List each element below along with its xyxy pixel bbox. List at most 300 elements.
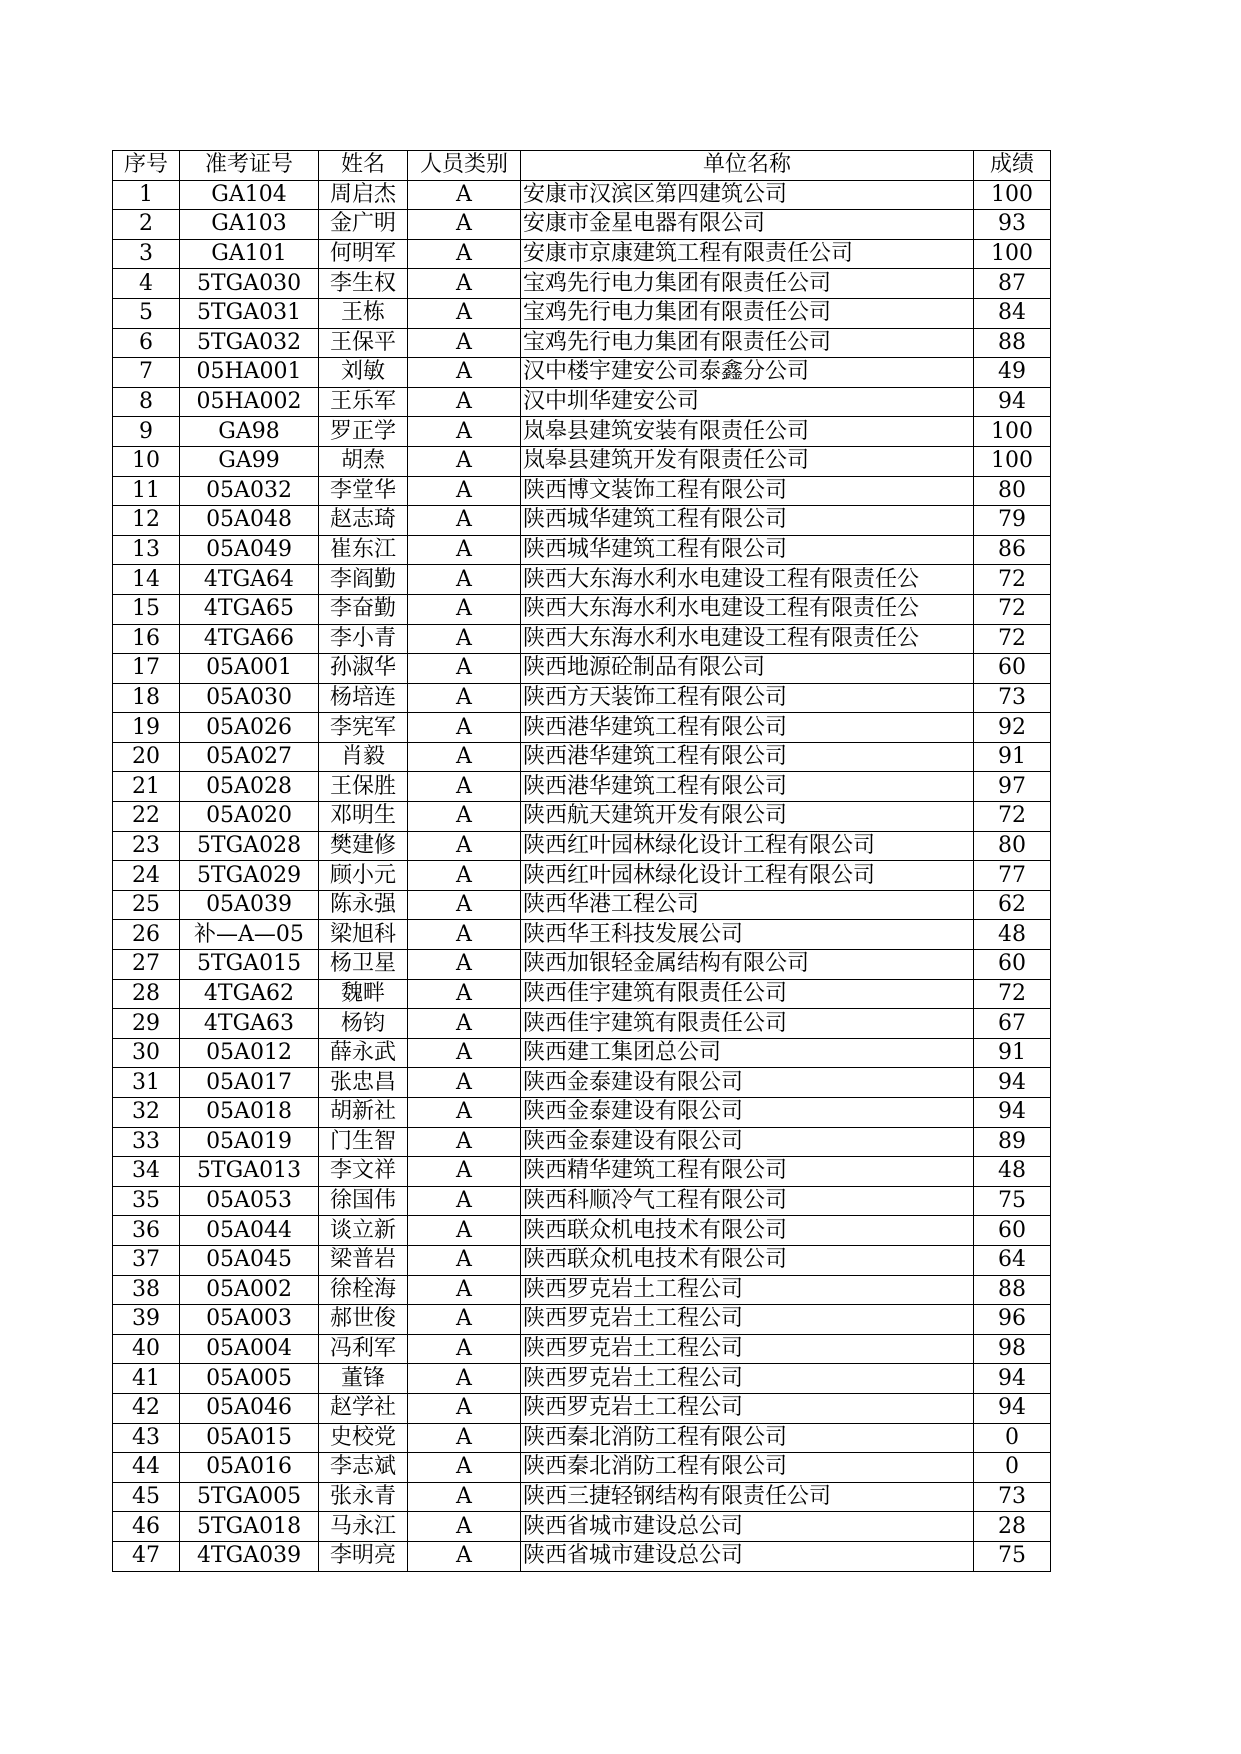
table-row: [113, 506, 1051, 536]
cell-seq: 26: [113, 920, 180, 950]
cell-category: A: [408, 1157, 521, 1187]
cell-seq: 7: [113, 358, 180, 388]
cell-exam-id: 05A028: [180, 772, 319, 802]
cell-score: 96: [974, 1305, 1051, 1335]
cell-unit: 陕西城华建筑工程有限公司: [521, 535, 974, 565]
cell-unit: 陕西省城市建设总公司: [521, 1512, 974, 1542]
cell-unit: 陕西大东海水利水电建设工程有限责任公: [521, 594, 974, 624]
cell-score: 84: [974, 298, 1051, 328]
cell-category: A: [408, 1541, 521, 1571]
cell-name: 杨卫星: [319, 950, 408, 980]
cell-unit: 陕西方天装饰工程有限公司: [521, 683, 974, 713]
cell-exam-id: 05A016: [180, 1453, 319, 1483]
cell-name: 王保平: [319, 328, 408, 358]
table-row: [113, 920, 1051, 950]
cell-name: 杨钧: [319, 1009, 408, 1039]
cell-score: 80: [974, 831, 1051, 861]
cell-category: A: [408, 358, 521, 388]
cell-score: 73: [974, 1482, 1051, 1512]
cell-seq: 11: [113, 476, 180, 506]
cell-score: 0: [974, 1423, 1051, 1453]
cell-name: 樊建修: [319, 831, 408, 861]
table-row: [113, 387, 1051, 417]
cell-score: 77: [974, 861, 1051, 891]
table-row: [113, 1245, 1051, 1275]
cell-score: 48: [974, 1157, 1051, 1187]
cell-category: A: [408, 1393, 521, 1423]
cell-name: 崔东江: [319, 535, 408, 565]
cell-name: 张忠昌: [319, 1068, 408, 1098]
cell-name: 何明军: [319, 239, 408, 269]
table-row: [113, 1512, 1051, 1542]
cell-seq: 31: [113, 1068, 180, 1098]
cell-name: 张永青: [319, 1482, 408, 1512]
cell-exam-id: 05A030: [180, 683, 319, 713]
cell-unit: 陕西港华建筑工程有限公司: [521, 713, 974, 743]
table-row: [113, 298, 1051, 328]
cell-category: A: [408, 1186, 521, 1216]
cell-exam-id: 05A046: [180, 1393, 319, 1423]
table-row: [113, 1453, 1051, 1483]
cell-unit: 安康市金星电器有限公司: [521, 210, 974, 240]
cell-name: 门生智: [319, 1127, 408, 1157]
cell-unit: 陕西城华建筑工程有限公司: [521, 506, 974, 536]
table-row: [113, 1393, 1051, 1423]
cell-seq: 6: [113, 328, 180, 358]
cell-unit: 宝鸡先行电力集团有限责任公司: [521, 269, 974, 299]
cell-exam-id: 05A049: [180, 535, 319, 565]
cell-exam-id: 05A002: [180, 1275, 319, 1305]
cell-seq: 35: [113, 1186, 180, 1216]
cell-score: 94: [974, 1068, 1051, 1098]
cell-unit: 陕西联众机电技术有限公司: [521, 1245, 974, 1275]
table-row: [113, 358, 1051, 388]
cell-score: 67: [974, 1009, 1051, 1039]
table-row: [113, 1098, 1051, 1128]
cell-category: A: [408, 1423, 521, 1453]
table-row: [113, 742, 1051, 772]
cell-name: 李奋勤: [319, 594, 408, 624]
cell-unit: 陕西大东海水利水电建设工程有限责任公: [521, 624, 974, 654]
cell-score: 88: [974, 1275, 1051, 1305]
cell-seq: 5: [113, 298, 180, 328]
cell-score: 73: [974, 683, 1051, 713]
cell-seq: 37: [113, 1245, 180, 1275]
cell-name: 李阎勤: [319, 565, 408, 595]
cell-score: 72: [974, 594, 1051, 624]
cell-seq: 34: [113, 1157, 180, 1187]
cell-unit: 陕西建工集团总公司: [521, 1038, 974, 1068]
table-row: [113, 1186, 1051, 1216]
cell-category: A: [408, 831, 521, 861]
cell-unit: 陕西金泰建设有限公司: [521, 1068, 974, 1098]
cell-seq: 2: [113, 210, 180, 240]
cell-seq: 16: [113, 624, 180, 654]
table-row: [113, 417, 1051, 447]
table-row: [113, 890, 1051, 920]
cell-seq: 17: [113, 654, 180, 684]
cell-seq: 28: [113, 979, 180, 1009]
cell-score: 72: [974, 802, 1051, 832]
table-row: [113, 654, 1051, 684]
header-row: [113, 151, 1051, 181]
cell-score: 100: [974, 446, 1051, 476]
cell-unit: 陕西佳宇建筑有限责任公司: [521, 979, 974, 1009]
cell-unit: 陕西华港工程公司: [521, 890, 974, 920]
table-row: [113, 1305, 1051, 1335]
cell-category: A: [408, 1512, 521, 1542]
table-row: [113, 1038, 1051, 1068]
cell-name: 冯利军: [319, 1334, 408, 1364]
cell-seq: 38: [113, 1275, 180, 1305]
table-row: [113, 476, 1051, 506]
table-row: [113, 1275, 1051, 1305]
cell-unit: 陕西佳宇建筑有限责任公司: [521, 1009, 974, 1039]
cell-name: 孙淑华: [319, 654, 408, 684]
cell-exam-id: 5TGA015: [180, 950, 319, 980]
table-row: [113, 535, 1051, 565]
table-row: [113, 1364, 1051, 1394]
cell-unit: 宝鸡先行电力集团有限责任公司: [521, 328, 974, 358]
cell-unit: 陕西港华建筑工程有限公司: [521, 772, 974, 802]
cell-category: A: [408, 535, 521, 565]
cell-seq: 41: [113, 1364, 180, 1394]
table-row: [113, 594, 1051, 624]
cell-unit: 陕西大东海水利水电建设工程有限责任公: [521, 565, 974, 595]
cell-exam-id: GA99: [180, 446, 319, 476]
header-seq: 序号: [113, 151, 180, 181]
cell-category: A: [408, 446, 521, 476]
cell-category: A: [408, 298, 521, 328]
cell-category: A: [408, 1098, 521, 1128]
header-category: 人员类别: [408, 151, 521, 181]
cell-seq: 23: [113, 831, 180, 861]
cell-seq: 46: [113, 1512, 180, 1542]
cell-category: A: [408, 1482, 521, 1512]
cell-score: 64: [974, 1245, 1051, 1275]
cell-exam-id: 5TGA031: [180, 298, 319, 328]
cell-name: 徐国伟: [319, 1186, 408, 1216]
cell-exam-id: 4TGA039: [180, 1541, 319, 1571]
cell-score: 100: [974, 180, 1051, 210]
cell-score: 93: [974, 210, 1051, 240]
cell-exam-id: GA101: [180, 239, 319, 269]
cell-exam-id: 05A019: [180, 1127, 319, 1157]
table-row: [113, 624, 1051, 654]
cell-score: 97: [974, 772, 1051, 802]
table-row: [113, 950, 1051, 980]
table-row: [113, 565, 1051, 595]
cell-score: 60: [974, 654, 1051, 684]
cell-category: A: [408, 1127, 521, 1157]
cell-seq: 9: [113, 417, 180, 447]
cell-seq: 20: [113, 742, 180, 772]
table-row: [113, 831, 1051, 861]
cell-score: 60: [974, 950, 1051, 980]
cell-exam-id: 05A048: [180, 506, 319, 536]
table-row: [113, 239, 1051, 269]
cell-name: 梁旭科: [319, 920, 408, 950]
cell-category: A: [408, 1245, 521, 1275]
cell-name: 谈立新: [319, 1216, 408, 1246]
cell-category: A: [408, 1038, 521, 1068]
cell-unit: 陕西罗克岩土工程公司: [521, 1393, 974, 1423]
table-row: [113, 772, 1051, 802]
cell-unit: 岚皋县建筑开发有限责任公司: [521, 446, 974, 476]
cell-unit: 陕西航天建筑开发有限公司: [521, 802, 974, 832]
cell-name: 徐栓海: [319, 1275, 408, 1305]
table-row: [113, 1009, 1051, 1039]
cell-exam-id: 05A003: [180, 1305, 319, 1335]
table-row: [113, 713, 1051, 743]
cell-name: 李生权: [319, 269, 408, 299]
cell-name: 金广明: [319, 210, 408, 240]
cell-name: 马永江: [319, 1512, 408, 1542]
cell-seq: 24: [113, 861, 180, 891]
cell-category: A: [408, 713, 521, 743]
cell-unit: 陕西罗克岩土工程公司: [521, 1364, 974, 1394]
cell-score: 72: [974, 565, 1051, 595]
cell-exam-id: 05A004: [180, 1334, 319, 1364]
cell-exam-id: 05A005: [180, 1364, 319, 1394]
cell-category: A: [408, 1453, 521, 1483]
cell-score: 49: [974, 358, 1051, 388]
table-row: [113, 861, 1051, 891]
cell-score: 0: [974, 1453, 1051, 1483]
cell-exam-id: 5TGA030: [180, 269, 319, 299]
cell-seq: 18: [113, 683, 180, 713]
cell-category: A: [408, 1275, 521, 1305]
cell-name: 郝世俊: [319, 1305, 408, 1335]
cell-score: 91: [974, 742, 1051, 772]
cell-unit: 安康市京康建筑工程有限责任公司: [521, 239, 974, 269]
cell-unit: 陕西地源砼制品有限公司: [521, 654, 974, 684]
table-row: [113, 1216, 1051, 1246]
cell-category: A: [408, 861, 521, 891]
cell-seq: 22: [113, 802, 180, 832]
table-row: [113, 1127, 1051, 1157]
cell-category: A: [408, 239, 521, 269]
cell-seq: 32: [113, 1098, 180, 1128]
cell-exam-id: 05A039: [180, 890, 319, 920]
cell-seq: 42: [113, 1393, 180, 1423]
cell-category: A: [408, 417, 521, 447]
cell-name: 王栋: [319, 298, 408, 328]
table-row: [113, 446, 1051, 476]
cell-category: A: [408, 772, 521, 802]
cell-exam-id: 05A001: [180, 654, 319, 684]
cell-name: 李宪军: [319, 713, 408, 743]
cell-category: A: [408, 802, 521, 832]
cell-score: 94: [974, 1098, 1051, 1128]
cell-seq: 15: [113, 594, 180, 624]
cell-category: A: [408, 920, 521, 950]
cell-exam-id: 5TGA028: [180, 831, 319, 861]
cell-category: A: [408, 742, 521, 772]
cell-score: 60: [974, 1216, 1051, 1246]
cell-seq: 39: [113, 1305, 180, 1335]
table-row: [113, 1482, 1051, 1512]
cell-exam-id: 05A026: [180, 713, 319, 743]
cell-unit: 陕西省城市建设总公司: [521, 1541, 974, 1571]
cell-name: 肖毅: [319, 742, 408, 772]
cell-name: 魏畔: [319, 979, 408, 1009]
cell-seq: 14: [113, 565, 180, 595]
cell-unit: 陕西红叶园林绿化设计工程有限公司: [521, 831, 974, 861]
cell-exam-id: 05A012: [180, 1038, 319, 1068]
cell-name: 王保胜: [319, 772, 408, 802]
cell-seq: 10: [113, 446, 180, 476]
cell-name: 李志斌: [319, 1453, 408, 1483]
cell-unit: 陕西金泰建设有限公司: [521, 1127, 974, 1157]
cell-exam-id: 05A044: [180, 1216, 319, 1246]
cell-unit: 陕西精华建筑工程有限公司: [521, 1157, 974, 1187]
score-table: [112, 150, 1051, 1572]
cell-category: A: [408, 180, 521, 210]
cell-unit: 汉中圳华建安公司: [521, 387, 974, 417]
cell-category: A: [408, 979, 521, 1009]
cell-exam-id: 5TGA029: [180, 861, 319, 891]
cell-name: 顾小元: [319, 861, 408, 891]
cell-seq: 12: [113, 506, 180, 536]
cell-unit: 陕西三捷轻钢结构有限责任公司: [521, 1482, 974, 1512]
cell-seq: 45: [113, 1482, 180, 1512]
cell-unit: 陕西罗克岩土工程公司: [521, 1334, 974, 1364]
cell-exam-id: 5TGA018: [180, 1512, 319, 1542]
cell-unit: 陕西华王科技发展公司: [521, 920, 974, 950]
cell-seq: 21: [113, 772, 180, 802]
table-row: [113, 1541, 1051, 1571]
cell-unit: 宝鸡先行电力集团有限责任公司: [521, 298, 974, 328]
cell-category: A: [408, 950, 521, 980]
cell-unit: 安康市汉滨区第四建筑公司: [521, 180, 974, 210]
cell-score: 94: [974, 1393, 1051, 1423]
cell-exam-id: 4TGA64: [180, 565, 319, 595]
table-row: [113, 683, 1051, 713]
cell-seq: 33: [113, 1127, 180, 1157]
cell-name: 李明亮: [319, 1541, 408, 1571]
cell-exam-id: 05HA002: [180, 387, 319, 417]
table-row: [113, 1068, 1051, 1098]
table-row: [113, 1334, 1051, 1364]
cell-name: 薛永武: [319, 1038, 408, 1068]
cell-seq: 8: [113, 387, 180, 417]
cell-category: A: [408, 476, 521, 506]
cell-exam-id: GA98: [180, 417, 319, 447]
cell-name: 史校党: [319, 1423, 408, 1453]
cell-score: 87: [974, 269, 1051, 299]
cell-name: 李堂华: [319, 476, 408, 506]
cell-name: 胡焘: [319, 446, 408, 476]
cell-score: 100: [974, 239, 1051, 269]
cell-score: 94: [974, 1364, 1051, 1394]
table-row: [113, 269, 1051, 299]
cell-exam-id: 4TGA65: [180, 594, 319, 624]
table-row: [113, 979, 1051, 1009]
cell-category: A: [408, 1305, 521, 1335]
cell-score: 80: [974, 476, 1051, 506]
cell-exam-id: 4TGA62: [180, 979, 319, 1009]
cell-seq: 29: [113, 1009, 180, 1039]
cell-unit: 陕西加银轻金属结构有限公司: [521, 950, 974, 980]
cell-seq: 47: [113, 1541, 180, 1571]
cell-unit: 陕西红叶园林绿化设计工程有限公司: [521, 861, 974, 891]
cell-category: A: [408, 1216, 521, 1246]
cell-category: A: [408, 654, 521, 684]
cell-seq: 4: [113, 269, 180, 299]
cell-exam-id: 05A017: [180, 1068, 319, 1098]
cell-name: 董锋: [319, 1364, 408, 1394]
cell-exam-id: 05A032: [180, 476, 319, 506]
cell-category: A: [408, 506, 521, 536]
cell-exam-id: 05A027: [180, 742, 319, 772]
cell-name: 赵志琦: [319, 506, 408, 536]
cell-category: A: [408, 624, 521, 654]
cell-exam-id: 补—A—05: [180, 920, 319, 950]
table-row: [113, 328, 1051, 358]
cell-exam-id: 4TGA63: [180, 1009, 319, 1039]
cell-score: 89: [974, 1127, 1051, 1157]
cell-score: 75: [974, 1186, 1051, 1216]
cell-score: 72: [974, 624, 1051, 654]
cell-unit: 陕西秦北消防工程有限公司: [521, 1453, 974, 1483]
cell-score: 88: [974, 328, 1051, 358]
cell-name: 杨培连: [319, 683, 408, 713]
cell-seq: 43: [113, 1423, 180, 1453]
cell-score: 62: [974, 890, 1051, 920]
cell-score: 72: [974, 979, 1051, 1009]
cell-category: A: [408, 683, 521, 713]
cell-exam-id: 05A015: [180, 1423, 319, 1453]
cell-name: 胡新社: [319, 1098, 408, 1128]
cell-exam-id: 5TGA005: [180, 1482, 319, 1512]
cell-seq: 13: [113, 535, 180, 565]
header-unit: 单位名称: [521, 151, 974, 181]
cell-unit: 陕西港华建筑工程有限公司: [521, 742, 974, 772]
cell-exam-id: 05A020: [180, 802, 319, 832]
cell-seq: 40: [113, 1334, 180, 1364]
cell-exam-id: 5TGA032: [180, 328, 319, 358]
cell-name: 赵学社: [319, 1393, 408, 1423]
cell-exam-id: 4TGA66: [180, 624, 319, 654]
cell-score: 92: [974, 713, 1051, 743]
cell-seq: 27: [113, 950, 180, 980]
cell-name: 陈永强: [319, 890, 408, 920]
cell-name: 邓明生: [319, 802, 408, 832]
cell-score: 91: [974, 1038, 1051, 1068]
cell-name: 李小青: [319, 624, 408, 654]
cell-seq: 36: [113, 1216, 180, 1246]
cell-seq: 19: [113, 713, 180, 743]
header-exam-id: 准考证号: [180, 151, 319, 181]
cell-exam-id: 5TGA013: [180, 1157, 319, 1187]
cell-unit: 汉中楼宇建安公司泰鑫分公司: [521, 358, 974, 388]
cell-category: A: [408, 328, 521, 358]
cell-unit: 陕西联众机电技术有限公司: [521, 1216, 974, 1246]
cell-exam-id: 05A053: [180, 1186, 319, 1216]
cell-exam-id: GA103: [180, 210, 319, 240]
cell-exam-id: GA104: [180, 180, 319, 210]
table-row: [113, 802, 1051, 832]
table-row: [113, 1157, 1051, 1187]
table-row: [113, 180, 1051, 210]
table-body: [113, 180, 1051, 1571]
cell-name: 周启杰: [319, 180, 408, 210]
cell-category: A: [408, 890, 521, 920]
cell-score: 75: [974, 1541, 1051, 1571]
cell-category: A: [408, 1068, 521, 1098]
table-row: [113, 1423, 1051, 1453]
